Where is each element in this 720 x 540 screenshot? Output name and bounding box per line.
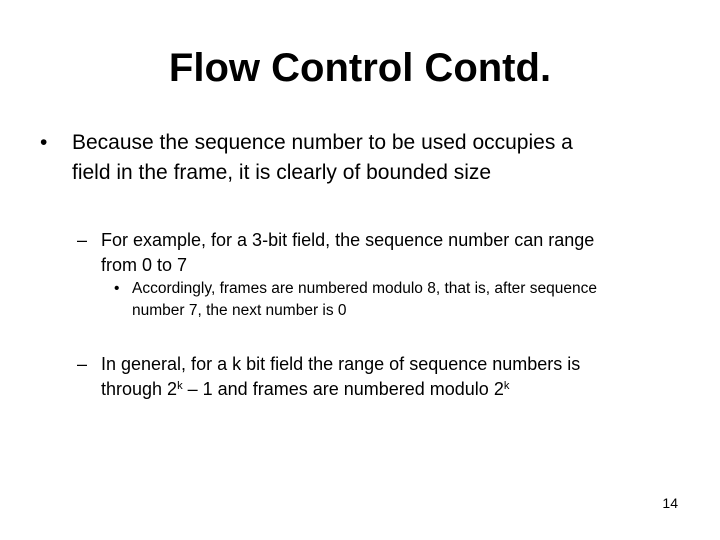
superscript-k: k xyxy=(177,379,183,392)
sub-bullet-1-text xyxy=(101,228,594,278)
line-2-part-a: through 2 xyxy=(101,379,178,399)
dash-marker: – xyxy=(77,230,88,250)
sub-bullet-1-line-2: from 0 to 7 xyxy=(101,255,188,275)
sub-bullet-2-line-1: In general, for a k bit field the range of sequence numbers is xyxy=(101,354,581,374)
sub-sub-bullet-1-text xyxy=(132,278,597,322)
sub-bullet-1-line-1: For example, for a 3-bit field, the sequence number can range xyxy=(101,230,595,250)
bullet-1-text xyxy=(72,128,573,188)
dash-marker: – xyxy=(77,354,88,374)
sub-bullet-2-line-2 xyxy=(101,377,580,402)
page-number: 14 xyxy=(662,495,678,511)
slide-title: Flow Control Contd. xyxy=(168,46,552,90)
line-2-part-b: – 1 and frames are numbered modulo 2 xyxy=(182,379,504,399)
bullet-1-line-2: field in the frame, it is clearly of bounded size xyxy=(72,161,492,184)
bullet-marker: • xyxy=(40,131,48,154)
sub-sub-bullet-1-line-2: number 7, the next number is 0 xyxy=(132,302,347,319)
superscript-k: k xyxy=(503,379,510,392)
sub-sub-bullet-1-line-1: Accordingly, frames are numbered modulo 8, that is, after sequence xyxy=(132,280,597,297)
sub-bullet-2-text xyxy=(101,352,580,402)
bullet-1-line-1: Because the sequence number to be used occupies a xyxy=(72,131,573,154)
bullet-marker: • xyxy=(114,280,120,297)
